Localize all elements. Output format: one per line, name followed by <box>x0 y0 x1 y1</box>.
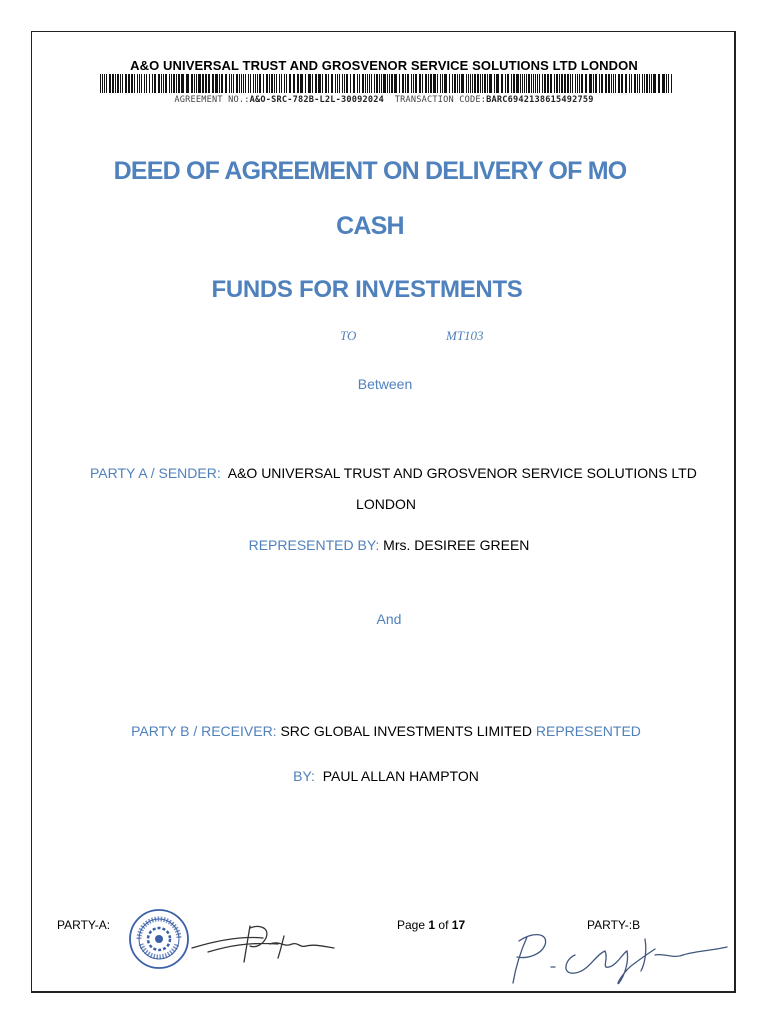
barcode-bar <box>487 74 488 93</box>
barcode-bar <box>202 74 204 93</box>
company-header: A&O UNIVERSAL TRUST AND GROSVENOR SERVICE SOLUTIONS LTD LONDON <box>130 58 638 73</box>
barcode-bar <box>611 74 612 93</box>
party-a-label: PARTY A / SENDER: <box>90 465 221 481</box>
barcode-bar <box>263 74 264 93</box>
and-label: And <box>376 611 402 627</box>
barcode-bar <box>599 74 600 93</box>
barcode-bar <box>376 74 378 93</box>
barcode-bar <box>281 74 282 93</box>
barcode-bar <box>516 74 519 93</box>
barcode-bar <box>233 74 234 93</box>
barcode-bar <box>374 74 375 93</box>
barcode-bar <box>593 74 594 93</box>
barcode-bar <box>112 74 114 93</box>
barcode-bar <box>542 74 543 93</box>
barcode-bar <box>666 74 667 93</box>
barcode-bar <box>158 74 160 93</box>
barcode-bar <box>339 74 340 93</box>
barcode-bar <box>608 74 610 93</box>
barcode-bar <box>520 74 521 93</box>
barcode-bar <box>365 74 366 93</box>
party-b-line <box>0 723 768 739</box>
barcode-bar <box>208 74 210 93</box>
barcode-bar <box>239 74 240 93</box>
page-total: 17 <box>451 918 466 932</box>
barcode-bar <box>422 74 423 93</box>
barcode-bar <box>437 74 438 93</box>
barcode-bar <box>474 74 476 93</box>
barcode-bar <box>248 74 249 93</box>
barcode-bar <box>371 74 372 93</box>
barcode-bar <box>539 74 540 93</box>
barcode-bar <box>245 74 246 93</box>
barcode-bar <box>653 74 656 93</box>
barcode-bar <box>570 74 571 93</box>
barcode-bar <box>300 74 303 93</box>
barcode-bar <box>212 74 214 93</box>
barcode-bar <box>276 74 277 93</box>
barcode-bar <box>511 74 512 93</box>
barcode-bar <box>241 74 242 93</box>
barcode-bar <box>457 74 458 93</box>
barcode-bar <box>589 74 592 93</box>
party-b-representative <box>0 768 768 784</box>
barcode-bar <box>639 74 640 93</box>
barcode-bar <box>122 74 123 93</box>
barcode-bar <box>293 74 295 93</box>
barcode-bar <box>196 74 197 93</box>
barcode-bar <box>149 74 150 93</box>
barcode-bar <box>344 74 345 93</box>
barcode-bar <box>274 74 275 93</box>
agreement-number: A&O-SRC-782B-L2L-30092024 <box>249 95 384 105</box>
barcode-bar <box>297 74 299 93</box>
barcode-bar <box>171 74 172 93</box>
barcode-bar <box>468 74 469 93</box>
barcode-bar <box>550 74 552 93</box>
barcode-bar <box>146 74 147 93</box>
barcode-bar <box>405 74 406 93</box>
barcode-bar <box>513 74 515 93</box>
barcode-bar <box>613 74 614 93</box>
barcode-bar <box>442 74 443 93</box>
barcode-bar <box>564 74 566 93</box>
barcode-bar <box>618 74 620 93</box>
company-seal-icon <box>128 908 190 970</box>
barcode-bar <box>394 74 397 93</box>
barcode-bar <box>161 74 162 93</box>
transaction-code: BARC6942138615492759 <box>486 95 594 105</box>
barcode-bar <box>391 74 393 93</box>
barcode-bar <box>186 74 189 93</box>
barcode-bar <box>134 74 135 93</box>
barcode-bar <box>359 74 360 93</box>
barcode-bar <box>357 74 358 93</box>
barcode-bar <box>595 74 597 93</box>
barcode-bar <box>651 74 652 93</box>
barcode-bar <box>407 74 409 93</box>
barcode-bar <box>106 74 107 93</box>
barcode-bar <box>109 74 111 93</box>
barcode-bar <box>484 74 486 93</box>
barcode-bar <box>259 74 261 93</box>
barcode-bar <box>671 74 672 93</box>
barcode-bar <box>367 74 368 93</box>
barcode-bar <box>428 74 429 93</box>
transaction-label: TRANSACTION CODE: <box>394 95 487 105</box>
party-a-rep-name: Mrs. DESIREE GREEN <box>383 537 530 553</box>
barcode-bar <box>444 74 447 93</box>
barcode-bar <box>318 74 321 93</box>
barcode-bar <box>402 74 404 93</box>
barcode-bar <box>100 74 101 93</box>
barcode-bar <box>461 74 464 93</box>
barcode-bar <box>585 74 587 93</box>
barcode-bar <box>350 74 351 93</box>
barcode-bar <box>419 74 421 93</box>
barcode-bar <box>389 74 390 93</box>
barcode <box>100 74 672 93</box>
footer-party-a-label: PARTY-A: <box>57 918 111 932</box>
barcode-bar <box>144 74 145 93</box>
document-title-line1: DEED OF AGREEMENT ON DELIVERY OF MO <box>113 157 627 185</box>
barcode-bar <box>229 74 230 93</box>
barcode-bar <box>353 74 355 93</box>
barcode-bar <box>120 74 121 93</box>
barcode-bar <box>567 74 569 93</box>
barcode-bar <box>312 74 313 93</box>
barcode-bar <box>176 74 177 93</box>
barcode-bar <box>269 74 270 93</box>
barcode-bar <box>531 74 532 93</box>
barcode-bar <box>631 74 632 93</box>
barcode-bar <box>383 74 386 93</box>
barcode-bar <box>305 74 306 93</box>
barcode-bar <box>198 74 201 93</box>
barcode-bar <box>658 74 660 93</box>
barcode-bar <box>139 74 140 93</box>
barcode-bar <box>128 74 130 93</box>
party-b-name: SRC GLOBAL INVESTMENTS LIMITED <box>280 723 532 739</box>
agreement-label: AGREEMENT NO.: <box>174 95 250 105</box>
barcode-bar <box>642 74 643 93</box>
page-indicator <box>397 918 465 932</box>
party-b-represented: REPRESENTED <box>535 723 641 739</box>
party-a-signature <box>188 918 338 966</box>
barcode-bar <box>141 74 142 93</box>
barcode-bar <box>533 74 534 93</box>
barcode-bar <box>250 74 251 93</box>
barcode-bar <box>634 74 636 93</box>
barcode-bar <box>266 74 268 93</box>
barcode-bar <box>413 74 414 93</box>
barcode-bar <box>649 74 650 93</box>
barcode-bar <box>163 74 164 93</box>
barcode-bar <box>173 74 175 93</box>
barcode-bar <box>362 74 364 93</box>
barcode-bar <box>115 74 116 93</box>
barcode-bar <box>559 74 560 93</box>
barcode-bar <box>255 74 256 93</box>
barcode-bar <box>577 74 578 93</box>
agreement-line <box>0 95 768 105</box>
barcode-bar <box>308 74 311 93</box>
barcode-bar <box>459 74 460 93</box>
barcode-bar <box>480 74 481 93</box>
party-a-name-cont: LONDON <box>356 496 416 512</box>
barcode-bar <box>102 74 103 93</box>
barcode-bar <box>430 74 432 93</box>
barcode-bar <box>535 74 536 93</box>
barcode-bar <box>381 74 382 93</box>
barcode-bar <box>505 74 506 93</box>
barcode-bar <box>369 74 370 93</box>
party-b-signature <box>505 925 730 987</box>
barcode-bar <box>257 74 258 93</box>
barcode-bar <box>322 74 323 93</box>
barcode-bar <box>581 74 583 93</box>
barcode-bar <box>501 74 503 93</box>
barcode-bar <box>387 74 388 93</box>
mt103-label: MT103 <box>446 328 484 343</box>
barcode-bar <box>379 74 380 93</box>
barcode-bar <box>219 74 220 93</box>
to-word: TO <box>340 328 357 343</box>
document-title-line3: FUNDS FOR INVESTMENTS <box>211 276 523 303</box>
barcode-bar <box>411 74 412 93</box>
footer-party-b-label: PARTY-:B <box>587 918 641 932</box>
barcode-bar <box>415 74 417 93</box>
barcode-bar <box>399 74 400 93</box>
barcode-bar <box>337 74 338 93</box>
party-a-line <box>90 465 697 481</box>
barcode-bar <box>449 74 450 93</box>
barcode-bar <box>152 74 153 93</box>
barcode-bar <box>286 74 287 93</box>
barcode-bar <box>452 74 453 93</box>
page-prefix: Page <box>397 918 426 932</box>
barcode-bar <box>125 74 127 93</box>
barcode-bar <box>615 74 616 93</box>
barcode-bar <box>346 74 348 93</box>
barcode-bar <box>625 74 627 93</box>
barcode-bar <box>472 74 473 93</box>
barcode-bar <box>605 74 607 93</box>
barcode-bar <box>335 74 336 93</box>
party-b-label: PARTY B / RECEIVER: <box>131 723 277 739</box>
barcode-bar <box>644 74 645 93</box>
barcode-bar <box>131 74 133 93</box>
barcode-bar <box>225 74 227 93</box>
barcode-bar <box>325 74 327 93</box>
barcode-bar <box>554 74 555 93</box>
barcode-bar <box>556 74 558 93</box>
barcode-bar <box>579 74 580 93</box>
barcode-bar <box>243 74 244 93</box>
barcode-bar <box>205 74 207 93</box>
barcode-bar <box>470 74 471 93</box>
barcode-bar <box>221 74 223 93</box>
barcode-bar <box>601 74 603 93</box>
barcode-bar <box>522 74 523 93</box>
party-b-rep-name: PAUL ALLAN HAMPTON <box>322 768 479 784</box>
barcode-bar <box>572 74 573 93</box>
barcode-bar <box>315 74 317 93</box>
barcode-bar <box>433 74 436 93</box>
barcode-bar <box>331 74 333 93</box>
barcode-bar <box>561 74 563 93</box>
barcode-bar <box>629 74 630 93</box>
barcode-bar <box>181 74 184 93</box>
barcode-bar <box>253 74 254 93</box>
barcode-bar <box>621 74 623 93</box>
barcode-bar <box>575 74 576 93</box>
barcode-bar <box>494 74 495 93</box>
barcode-bar <box>342 74 343 93</box>
page-of: of <box>438 918 449 932</box>
barcode-bar <box>489 74 492 93</box>
barcode-bar <box>328 74 329 93</box>
party-a-representative <box>0 537 768 553</box>
barcode-bar <box>646 74 648 93</box>
barcode-bar <box>496 74 499 93</box>
between-label: Between <box>357 376 413 392</box>
barcode-bar <box>215 74 218 93</box>
document-title-line2: CASH <box>336 212 404 240</box>
barcode-bar <box>194 74 195 93</box>
barcode-bar <box>668 74 669 93</box>
barcode-bar <box>524 74 525 93</box>
barcode-bar <box>526 74 527 93</box>
barcode-bar <box>231 74 232 93</box>
barcode-bar <box>154 74 156 93</box>
barcode-bar <box>137 74 138 93</box>
barcode-bar <box>547 74 549 93</box>
party-b-by-label: BY: <box>293 768 315 784</box>
barcode-bar <box>279 74 280 93</box>
page-current: 1 <box>428 918 436 932</box>
barcode-bar <box>104 74 105 93</box>
barcode-bar <box>440 74 441 93</box>
barcode-bar <box>178 74 180 93</box>
barcode-bar <box>454 74 456 93</box>
barcode-bar <box>289 74 291 93</box>
party-a-rep-label: REPRESENTED BY: <box>248 537 380 553</box>
barcode-bar <box>507 74 509 93</box>
barcode-bar <box>477 74 479 93</box>
party-a-name: A&O UNIVERSAL TRUST AND GROSVENOR SERVICE SOLUTIONS LTD <box>227 465 697 481</box>
barcode-bar <box>284 74 285 93</box>
barcode-bar <box>466 74 467 93</box>
barcode-bar <box>662 74 665 93</box>
barcode-bar <box>637 74 638 93</box>
barcode-bar <box>191 74 193 93</box>
barcode-bar <box>482 74 483 93</box>
barcode-bar <box>537 74 538 93</box>
barcode-bar <box>528 74 530 93</box>
barcode-bar <box>165 74 167 93</box>
barcode-bar <box>169 74 170 93</box>
barcode-bar <box>425 74 427 93</box>
barcode-bar <box>236 74 238 93</box>
barcode-bar <box>117 74 119 93</box>
barcode-bar <box>544 74 546 93</box>
barcode-bar <box>271 74 273 93</box>
